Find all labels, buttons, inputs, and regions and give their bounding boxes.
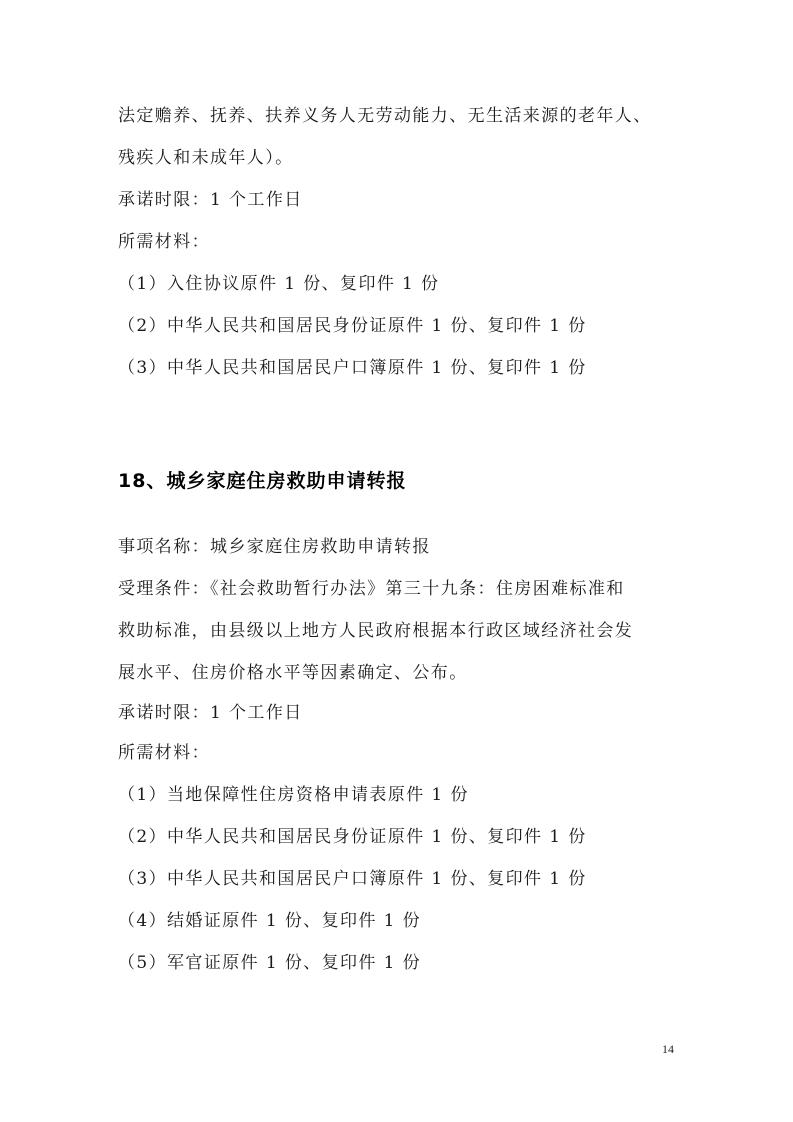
material-item: （1）当地保障性住房资格申请表原件 1 份 [118, 785, 469, 805]
material-item: （2）中华人民共和国居民身份证原件 1 份、复印件 1 份 [118, 827, 587, 847]
prev-material-item: （3）中华人民共和国居民户口簿原件 1 份、复印件 1 份 [118, 358, 587, 378]
condition-line-1: 受理条件：《社会救助暂行办法》第三十九条：住房困难标准和 [118, 579, 625, 599]
prev-material-item: （2）中华人民共和国居民身份证原件 1 份、复印件 1 份 [118, 316, 587, 336]
item-name: 事项名称：城乡家庭住房救助申请转报 [118, 537, 431, 557]
prev-time-limit: 承诺时限：1 个工作日 [118, 190, 303, 210]
section-heading: 18、城乡家庭住房救助申请转报 [118, 470, 407, 492]
condition-line-3: 展水平、住房价格水平等因素确定、公布。 [118, 663, 468, 683]
condition-line-2: 救助标准，由县级以上地方人民政府根据本行政区域经济社会发 [118, 621, 634, 641]
prev-material-item: （1）入住协议原件 1 份、复印件 1 份 [118, 274, 440, 294]
materials-label: 所需材料： [118, 743, 210, 763]
prev-condition-line-2: 残疾人和未成年人）。 [118, 148, 294, 168]
material-item: （5）军官证原件 1 份、复印件 1 份 [118, 953, 422, 973]
material-item: （4）结婚证原件 1 份、复印件 1 份 [118, 911, 422, 931]
prev-materials-label: 所需材料： [118, 232, 210, 252]
material-item: （3）中华人民共和国居民户口簿原件 1 份、复印件 1 份 [118, 869, 587, 889]
page-number: 14 [662, 1042, 674, 1056]
prev-condition-line-1: 法定赡养、抚养、扶养义务人无劳动能力、无生活来源的老年人、 [118, 106, 652, 126]
time-limit: 承诺时限：1 个工作日 [118, 703, 303, 723]
